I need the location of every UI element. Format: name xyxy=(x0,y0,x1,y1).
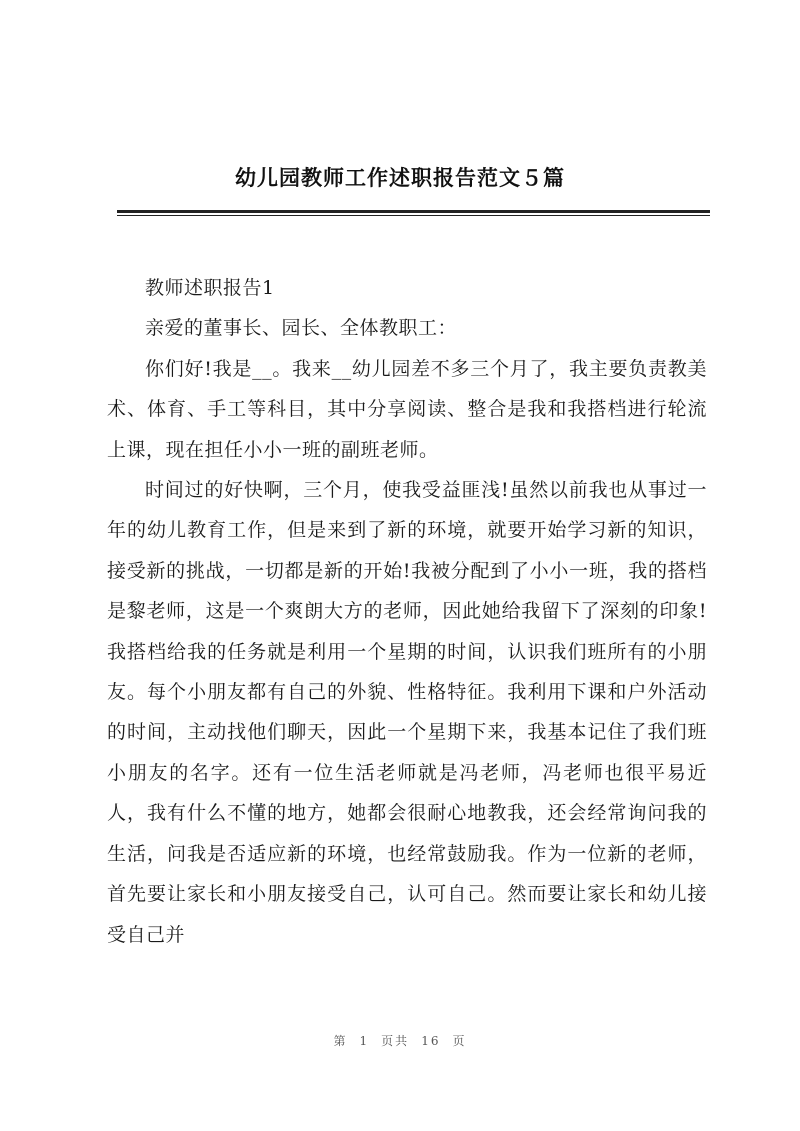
footer-total-pages: 16 xyxy=(421,1034,441,1048)
title-divider xyxy=(117,210,710,213)
footer-page-number: 1 xyxy=(359,1034,370,1048)
paragraph-body: 时间过的好快啊，三个月，使我受益匪浅!虽然以前我也从事过一年的幼儿教育工作，但是来到了新的环境，就要开始学习新的知识，接受新的挑战，一切都是新的开始!我被分配到了小小一班，我的搭档是黎老师，这是一个爽朗大方的老师，因此她给我留下了深刻的印象!我搭档给我的任务就是利用一个星期的时间，认识我们班所有的小朋友。每个小朋友都有自己的外貌、性格特征。我利用下课和户外活动的时间，主动找他们聊天，因此一个星期下来，我基本记住了我们班小朋友的名字。还有一位生活老师就是冯老师，冯老师也很平易近人，我有什么不懂的地方，她都会很耐心地教我，还会经常询问我的生活，问我是否适应新的环境，也经常鼓励我。作为一位新的老师，首先要让家长和小朋友接受自己，认可自己。然而要让家长和幼儿接受自己并 xyxy=(107,479,707,946)
footer-suffix: 页 xyxy=(452,1034,467,1048)
salutation: 亲爱的董事长、园长、全体教职工： xyxy=(145,317,458,340)
page-footer xyxy=(0,1032,800,1049)
footer-prefix: 第 xyxy=(333,1034,348,1048)
document-body xyxy=(107,268,707,955)
document-title: 幼儿园教师工作述职报告范文５篇 xyxy=(235,165,565,190)
footer-middle: 页共 xyxy=(381,1034,410,1048)
section-heading: 教师述职报告1 xyxy=(145,277,275,299)
paragraph-intro: 你们好!我是__。我来__幼儿园差不多三个月了，我主要负责教美术、体育、手工等科目，其中分享阅读、整合是我和我搭档进行轮流上课，现在担任小小一班的副班老师。 xyxy=(107,357,707,461)
